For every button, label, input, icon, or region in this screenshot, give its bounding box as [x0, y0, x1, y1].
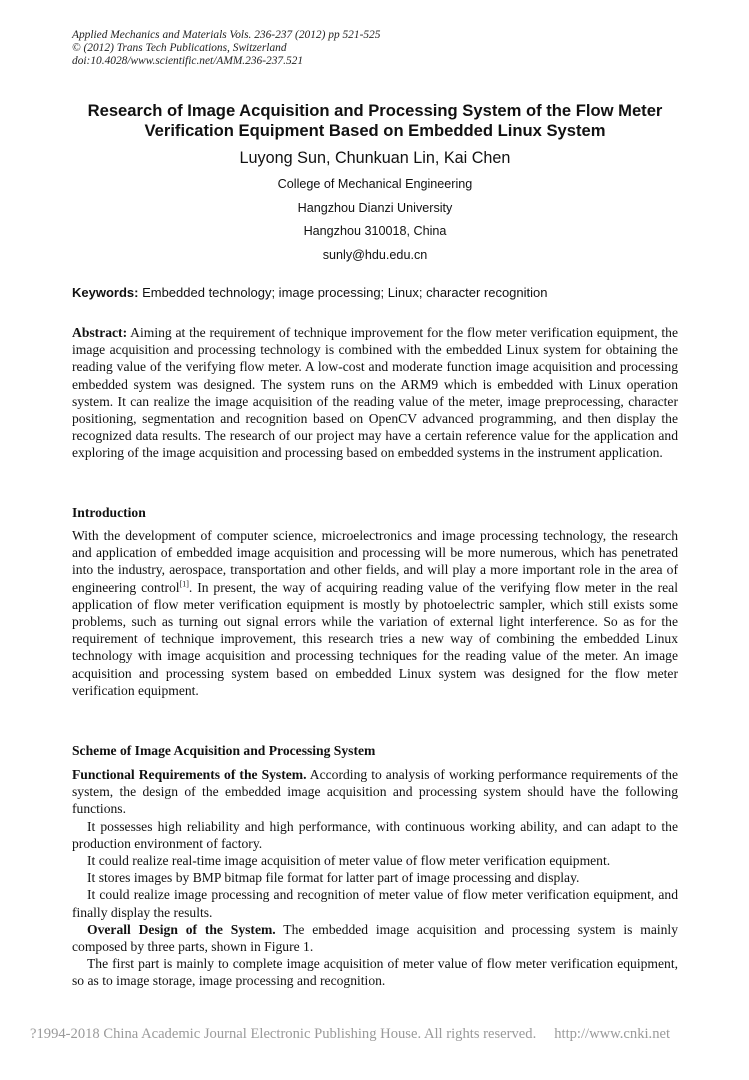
authors: Luyong Sun, Chunkuan Lin, Kai Chen	[239, 149, 511, 167]
keywords-text: Embedded technology; image processing; Linux; character recognition	[138, 285, 548, 300]
abstract	[72, 324, 678, 462]
affiliation-address: Hangzhou 310018, China	[303, 224, 447, 238]
doi-line: doi:10.4028/www.scientific.net/AMM.236-237.521	[72, 55, 304, 67]
citation-ref: [1]	[179, 579, 189, 589]
introduction-body	[72, 527, 678, 699]
func-req-label: Functional Requirements of the System.	[72, 767, 307, 782]
requirement-item: It could realize real-time image acquisition of meter value of flow meter verification equipment.	[87, 853, 611, 869]
footer-url[interactable]: http://www.cnki.net	[554, 1026, 671, 1042]
func-req-text: According to analysis of working performance requirements of the system, the design of the embedded image acquisition and processing system should have the following functions.	[72, 767, 678, 817]
affiliation-university: Hangzhou Dianzi University	[297, 201, 453, 215]
requirement-item: It stores images by BMP bitmap file format for latter part of image processing and display.	[87, 870, 580, 886]
abstract-label: Abstract:	[72, 325, 128, 340]
overall-design-label: Overall Design of the System.	[87, 921, 276, 937]
first-part-text: The first part is mainly to complete image acquisition of meter value of flow meter verification equipment, so as to image storage, image processing and recognition.	[72, 956, 678, 989]
introduction-heading: Introduction	[72, 505, 146, 520]
footer	[30, 1026, 670, 1043]
intro-text-1: With the development of computer science, microelectronics and image processing technology, the research and application of embedded image acquisition and processing will be more numerous, which has penetrated into the industry, aerospace, transportation and other fields, and will play a more important role in the area of engineering control	[72, 528, 678, 595]
title-line-1: Research of Image Acquisition and Processing System of the Flow Meter	[87, 101, 663, 120]
requirement-item: It could realize image processing and recognition of meter value of flow meter verification equipment, and finally display the results.	[72, 887, 678, 920]
intro-text-2: . In present, the way of acquiring reading value of the verifying flow meter in the real application of flow meter verification equipment is mostly by photoelectric sampler, which still exists some problems, such as turning out signal errors while the variation of external light interference. So as for the requirement of technique improvement, this research tries a new way of combining the embedded Linux technology with image acquisition and processing techniques for the reading value of the meter. An image acquisition and processing system based on embedded Linux system was designed for the flow meter verification equipment.	[72, 579, 678, 698]
title-line-2: Verification Equipment Based on Embedded Linux System	[144, 121, 606, 140]
affiliation-college: College of Mechanical Engineering	[277, 177, 473, 191]
keywords-label: Keywords:	[72, 285, 139, 300]
paper-title	[60, 101, 690, 141]
footer-copyright: ?1994-2018 China Academic Journal Electronic Publishing House. All rights reserved.	[30, 1026, 537, 1042]
keywords	[72, 285, 548, 301]
journal-citation: Applied Mechanics and Materials Vols. 236-237 (2012) pp 521-525	[72, 29, 381, 41]
copyright-line: © (2012) Trans Tech Publications, Switzerland	[72, 42, 287, 54]
overall-design-text: The embedded image acquisition and processing system is mainly composed by three parts, shown in Figure 1.	[72, 921, 678, 955]
scheme-heading: Scheme of Image Acquisition and Processing System	[72, 743, 376, 758]
scheme-body	[72, 766, 678, 990]
author-email: sunly@hdu.edu.cn	[322, 248, 428, 262]
abstract-text: Aiming at the requirement of technique improvement for the flow meter verification equipment, the image acquisition and processing technology is combined with the embedded Linux system for obtaining the reading value of the verifying flow meter. A low-cost and moderate function image acquisition and processing embedded system was designed. The system runs on the ARM9 which is embedded with Linux operation system. It can realize the image acquisition of the reading value of the meter, image preprocessing, character positioning, segmentation and recognition based on OpenCV advanced programming, and then display the recognized data results. The research of our project may have a certain reference value for the application and exploring of the image acquisition and processing based on embedded systems in the instrument application.	[72, 325, 678, 461]
requirement-item: It possesses high reliability and high performance, with continuous working ability, and can adapt to the production environment of factory.	[72, 818, 678, 851]
journal-header	[72, 29, 380, 68]
